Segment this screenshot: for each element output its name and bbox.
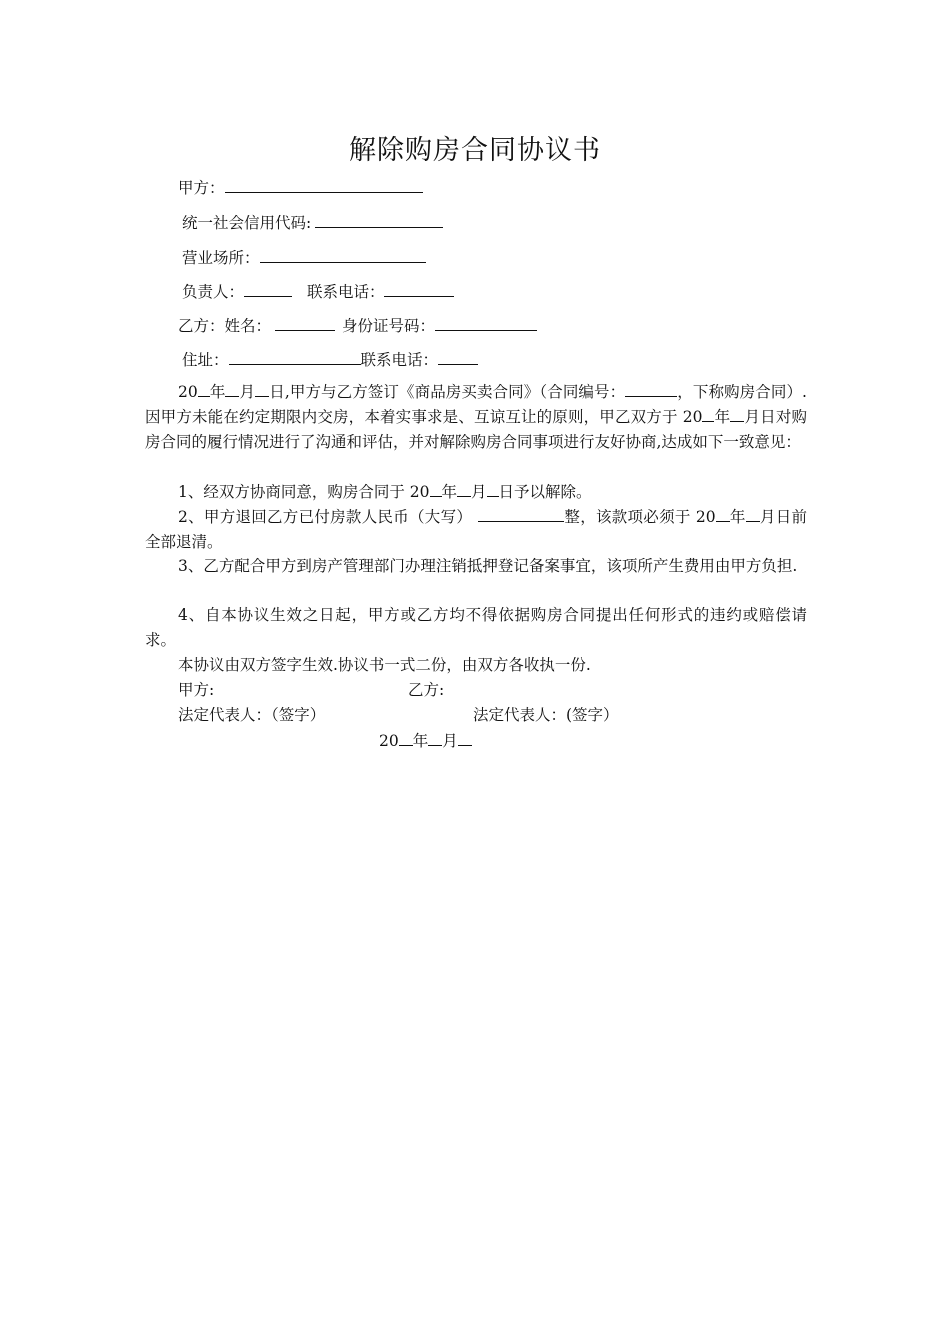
- business-place-label: 营业场所：: [182, 249, 260, 267]
- business-place-line: [182, 245, 426, 270]
- intro-blank-month: [225, 380, 239, 397]
- signature-party-b: 乙方:: [408, 681, 445, 699]
- address-label: 住址：: [182, 351, 229, 369]
- credit-code-line: [182, 210, 443, 235]
- clause-1-blank-month: [457, 480, 471, 497]
- clause-1-text-3: 月: [471, 483, 487, 501]
- contract-number-blank: [625, 380, 677, 397]
- date-text-2: 年: [412, 732, 429, 750]
- id-number-blank: [435, 313, 537, 331]
- manager-blank: [244, 279, 292, 297]
- clause-1-text-1: 1、经双方协商同意，购房合同于 20: [178, 483, 430, 501]
- party-b-name-label: 乙方：姓名：: [178, 317, 272, 335]
- clause-1-blank-day: [487, 480, 499, 497]
- clause-2: [145, 505, 807, 555]
- party-b-phone-label: 联系电话：: [360, 351, 439, 369]
- credit-code-blank: [315, 210, 443, 228]
- amount-blank: [478, 505, 564, 522]
- manager-label: 负责人：: [182, 283, 245, 301]
- closing-statement: 本协议由双方签字生效.协议书一式二份，由双方各收执一份.: [178, 656, 591, 674]
- intro-text-3: 月: [239, 383, 256, 401]
- manager-line: [182, 279, 454, 304]
- id-number-label: 身份证号码：: [341, 317, 435, 335]
- credit-code-label: 统一社会信用代码:: [182, 214, 312, 232]
- clause-3: 3、乙方配合甲方到房产管理部门办理注销抵押登记备案事宜，该项所产生费用由甲方负担.: [178, 557, 798, 575]
- intro-text-4: 日,甲方与乙方签订《商品房买卖合同》（合同编号：: [269, 383, 626, 401]
- party-b-name-line: [178, 313, 537, 338]
- intro-text-1: 20: [178, 383, 198, 401]
- clause-4: 4、自本协议生效之日起，甲方或乙方均不得依据购房合同提出任何形式的违约或赔偿请求。: [145, 606, 807, 649]
- intro-text-7: 月: [744, 408, 761, 426]
- intro-text-5: ，下称购房合同）.因甲方未能在约定期限内交房，本着实事求是、互谅互让的原则，甲乙双方于 20: [145, 383, 807, 426]
- clause-1-text-2: 年: [441, 483, 458, 501]
- document-title: 解除购房合同协议书: [349, 135, 601, 166]
- intro-text-2: 年: [209, 383, 226, 401]
- date-text-3: 月: [442, 732, 458, 750]
- intro-blank-month-2: [730, 405, 744, 422]
- clause-2-blank-month: [746, 505, 760, 522]
- date-blank-month: [428, 729, 442, 746]
- intro-blank-year-2: [702, 405, 714, 422]
- address-line: [182, 347, 478, 372]
- clause-2-text-3: 年: [729, 508, 746, 526]
- business-place-blank: [260, 245, 426, 263]
- clause-1-text-4: 日予以解除。: [498, 483, 592, 501]
- date-text-1: 20: [379, 732, 399, 750]
- party-a-phone-blank: [384, 279, 454, 297]
- signature-rep-a: 法定代表人：（签字）: [178, 706, 326, 724]
- intro-text-8: 日对购房合同的履行情况进行了沟通和评估，并对解除购房合同事项进行友好协商,达成如下一致意见：: [145, 408, 807, 451]
- signature-rep-b: 法定代表人：(签字）: [473, 706, 619, 724]
- clause-2-text-1: 2、甲方退回乙方已付房款人民币（大写）: [178, 508, 473, 526]
- date-blank-year: [399, 729, 413, 746]
- party-b-name-blank: [275, 313, 335, 331]
- signature-date: [379, 729, 472, 753]
- clause-2-blank-year: [716, 505, 730, 522]
- party-a-line: [178, 175, 423, 200]
- date-blank-day: [458, 729, 472, 746]
- clause-2-text-2: 整，该款项必须于 20: [564, 508, 716, 526]
- intro-blank-day: [255, 380, 269, 397]
- address-blank: [229, 347, 361, 365]
- party-a-blank: [225, 175, 423, 193]
- intro-text-6: 年: [714, 408, 731, 426]
- signature-party-a: 甲方:: [178, 681, 215, 699]
- clause-1: [145, 480, 807, 505]
- clause-1-blank-year: [430, 480, 442, 497]
- intro-blank-year: [198, 380, 210, 397]
- party-b-phone-blank: [438, 347, 478, 365]
- party-a-phone-label: 联系电话：: [306, 283, 385, 301]
- intro-paragraph: [145, 380, 807, 455]
- clause-2-text-4: 月日前全部退清。: [145, 508, 807, 551]
- party-a-label: 甲方：: [178, 179, 225, 197]
